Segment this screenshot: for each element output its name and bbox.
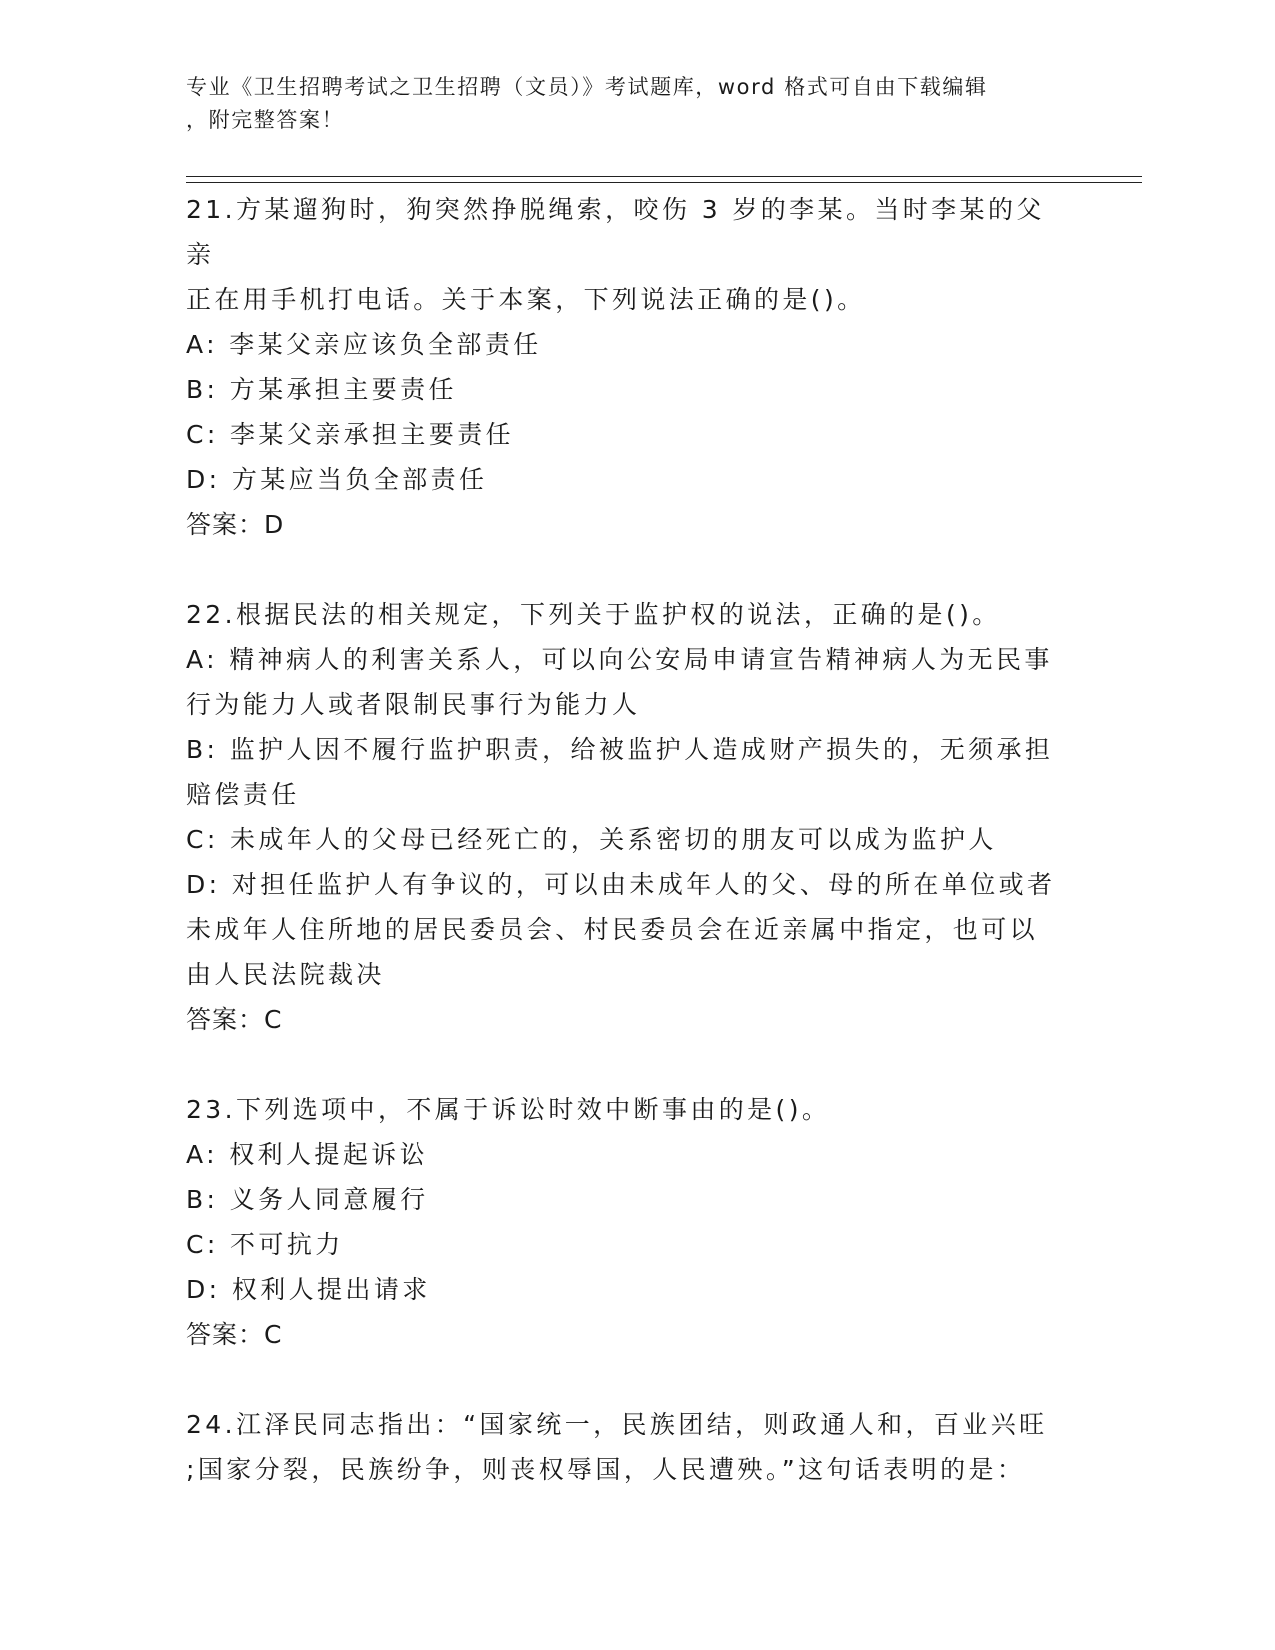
- header-line-2: ，附完整答案！: [186, 108, 345, 132]
- question-block: [186, 187, 1066, 547]
- question-block: [186, 1087, 1066, 1357]
- document-header: [186, 71, 1086, 137]
- answer-option: B: 方某承担主要责任: [186, 375, 457, 404]
- question-block: [186, 1402, 1066, 1492]
- answer-option: 由人民法院裁决: [186, 960, 385, 989]
- answer-key: 答案：D: [186, 510, 285, 539]
- answer-option: D: 方某应当负全部责任: [186, 465, 488, 494]
- answer-key: 答案：C: [186, 1320, 283, 1349]
- question-stem: ;国家分裂，民族纷争，则丧权辱国，人民遭殃。”这句话表明的是：: [186, 1455, 1026, 1484]
- question-stem: 22.根据民法的相关规定，下列关于监护权的说法，正确的是()。: [186, 600, 1001, 629]
- answer-option: 行为能力人或者限制民事行为能力人: [186, 690, 641, 719]
- answer-option: C: 李某父亲承担主要责任: [186, 420, 515, 449]
- answer-option: A: 权利人提起诉讼: [186, 1140, 429, 1169]
- answer-option: D: 权利人提出请求: [186, 1275, 431, 1304]
- question-stem: 正在用手机打电话。关于本案，下列说法正确的是()。: [186, 285, 866, 314]
- header-line-1: 专业《卫生招聘考试之卫生招聘（文员）》考试题库，word 格式可自由下载编辑: [186, 75, 988, 99]
- question-stem: 21.方某遛狗时，狗突然挣脱绳索，咬伤 3 岁的李某。当时李某的父亲: [186, 195, 1045, 269]
- answer-option: C: 未成年人的父母已经死亡的，关系密切的朋友可以成为监护人: [186, 825, 997, 854]
- answer-option: C: 不可抗力: [186, 1230, 344, 1259]
- answer-option: A: 李某父亲应该负全部责任: [186, 330, 542, 359]
- answer-option: B: 义务人同意履行: [186, 1185, 429, 1214]
- question-stem: 24.江泽民同志指出：“国家统一，民族团结，则政通人和，百业兴旺: [186, 1410, 1048, 1439]
- answer-option: 赔偿责任: [186, 780, 300, 809]
- answer-option: D: 对担任监护人有争议的，可以由未成年人的父、母的所在单位或者: [186, 870, 1056, 899]
- question-stem: 23.下列选项中，不属于诉讼时效中断事由的是()。: [186, 1095, 831, 1124]
- header-rule-bottom: [186, 182, 1142, 183]
- answer-option: A: 精神病人的利害关系人，可以向公安局申请宣告精神病人为无民事: [186, 645, 1053, 674]
- question-block: [186, 592, 1066, 1042]
- answer-option: 未成年人住所地的居民委员会、村民委员会在近亲属中指定，也可以: [186, 915, 1039, 944]
- question-list: [186, 187, 1066, 1537]
- answer-option: B: 监护人因不履行监护职责，给被监护人造成财产损失的，无须承担: [186, 735, 1054, 764]
- header-rule-top: [186, 176, 1142, 177]
- answer-key: 答案：C: [186, 1005, 283, 1034]
